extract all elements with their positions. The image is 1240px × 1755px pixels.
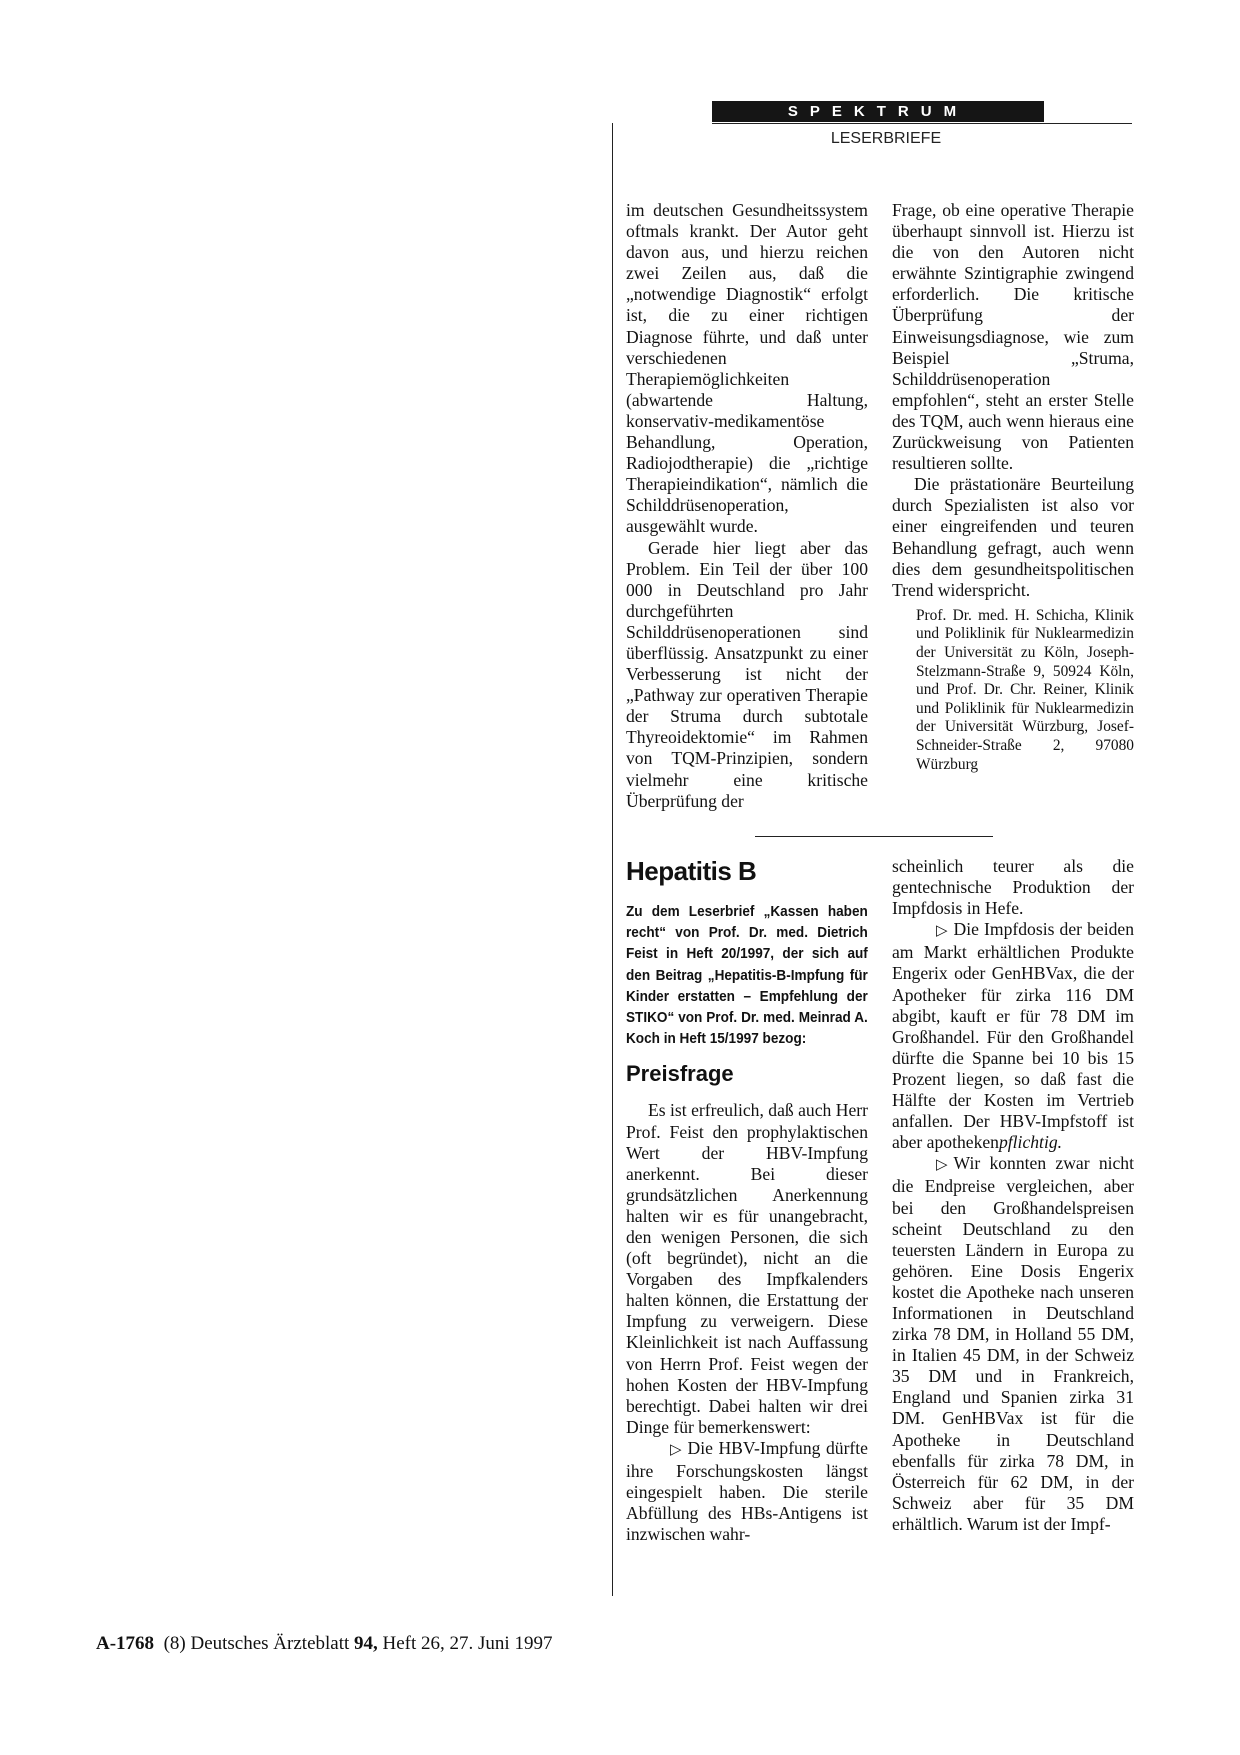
letter2-bullet — [892, 1153, 1134, 1535]
letter1-authors: Prof. Dr. med. H. Schicha, Klinik und Poliklinik für Nuklearmedizin der Universität zu Köln, Joseph-Stelzmann-Straße 9, 50924 Köln, und Prof. Dr. Chr. Reiner, Klinik und Poliklinik für Nuklearmedizin der Universität Würzburg, Josef-Schneider-Straße 2, 97080 Würzburg — [916, 606, 1134, 773]
article-intro: Zu dem Leserbrief „Kassen haben recht“ von Prof. Dr. med. Dietrich Feist in Heft 20/1997, der sich auf den Beitrag „Hepatitis-B-Impfung für Kinder erstatten – Empfehlung der STIKO“ von Prof. Dr. med. Meinrad A. Koch in Heft 15/1997 bezog: — [626, 904, 868, 1048]
letter1-paragraph: Gerade hier liegt aber das Problem. Ein Teil der über 100 000 in Deutschland pro Jahr durchgeführten Schilddrüsenoperationen sind überflüssig. Ansatzpunkt zu einer Verbesserung ist nicht der „Pathway zur operativen Therapie der Struma durch subtotale Thyreoidektomie“ im Rahmen von TQM-Prinzipien, sondern vielmehr eine kritische Überprüfung der — [626, 537, 868, 811]
triangle-bullet-icon: ▷ — [670, 1441, 682, 1458]
page-number: A-1768 — [96, 1633, 155, 1654]
letter1-paragraph: Frage, ob eine operative Therapie überhaupt sinnvoll ist. Hierzu ist die von den Autoren nicht erwähnte Szintigraphie zwingend erforderlich. Die kritische Überprüfung der Einweisungsdiagnose, wie zum Beispiel „Struma, Schilddrüsenoperation empfohlen“, steht an erster Stelle des TQM, auch wenn hieraus eine Zurückweisung von Patienten resultieren sollte. — [892, 200, 1134, 474]
section-banner: SPEKTRUM — [712, 101, 1044, 122]
letter2-bullet — [626, 1438, 868, 1545]
triangle-bullet-icon: ▷ — [936, 923, 948, 940]
letter1-column-left — [626, 200, 868, 812]
letter2-emphasis: pflichtig. — [998, 1132, 1063, 1153]
column-rule — [612, 123, 613, 1596]
article-title: Hepatitis B — [626, 856, 757, 886]
letter2-bullet-text: Wir konnten zwar nicht die Endpreise vergleichen, aber bei den Großhandelspreisen scheint Deutschland zu den teuersten Ländern in Europa zu gehören. Eine Dosis Engerix kostet die Apotheke nach unseren Informationen in Deutschland zirka 78 DM, in Holland 55 DM, in Italien 45 DM, in der Schweiz 35 DM und in Frankreich, England und Spanien zirka 31 DM. GenHBVax ist für die Apotheke in Deutschland ebenfalls für zirka 78 DM, in Österreich für 62 DM, in der Schweiz aber für 35 DM erhältlich. Warum ist der Impf- — [892, 1153, 1134, 1534]
letter1-paragraph: Die prästationäre Beurteilung durch Spezialisten ist also vor einer eingreifenden und teuren Behandlung gefragt, auch wenn dies dem gesundheitspolitischen Trend widerspricht. — [892, 474, 1134, 600]
header-rule — [712, 123, 1132, 124]
issue-details: Heft 26, 27. Juni 1997 — [382, 1633, 553, 1654]
article-subtitle: Preisfrage — [626, 1061, 734, 1087]
letter2-paragraph: Es ist erfreulich, daß auch Herr Prof. Feist den prophylaktischen Wert der HBV-Impfung anerkennt. Bei dieser grundsätzlichen Anerkennung halten wir es für unangebracht, den wenigen Personen, die sich (oft begründet), nicht an die Vorgaben des Impfkalenders halten können, die Erstattung der Impfung zu verweigern. Diese Kleinlichkeit ist nach Auffassung von Herrn Prof. Feist wegen der hohen Kosten der HBV-Impfung berechtigt. Dabei halten wir drei Dinge für bemerkenswert: — [626, 1100, 868, 1437]
letter2-bullet — [892, 919, 1134, 1153]
triangle-bullet-icon: ▷ — [936, 1157, 948, 1174]
letter2-column-left — [626, 856, 868, 1545]
letter2-paragraph: scheinlich teurer als die gentechnische Produktion der Impfdosis in Hefe. — [892, 856, 1134, 919]
letter1-paragraph: im deutschen Gesundheitssystem oftmals krankt. Der Autor geht davon aus, und hierzu reichen zwei Zeilen aus, daß die „notwendige Diagnostik“ erfolgt ist, die zu einer richtigen Diagnose führte, und daß unter verschiedenen Therapiemöglichkeiten (abwartende Haltung, konservativ-medikamentöse Behandlung, Operation, Radiojodtherapie) die „richtige Therapieindikation“, nämlich die Schilddrüsenoperation, ausgewählt wurde. — [626, 200, 868, 537]
letter2-bullet-text: Die Impfdosis der beiden am Markt erhältlichen Produkte Engerix oder GenHBVax, die der Apotheker für zirka 116 DM abgibt, kauft er für 78 DM im Großhandel. Für den Großhandel dürfte die Spanne bei 10 bis 15 Prozent liegen, so daß fast die Hälfte der Kosten im Vertrieb anfallen. Der HBV-Impfstoff ist aber apotheken — [892, 919, 1134, 1153]
page-footer — [96, 1633, 552, 1655]
journal-name: (8) Deutsches Ärzteblatt — [163, 1633, 350, 1654]
section-subtitle: LESERBRIEFE — [830, 130, 942, 147]
letter2-bullet-text: Die HBV-Impfung dürfte ihre Forschungskosten längst eingespielt haben. Die sterile Abfüllung des HBs-Antigens ist inzwischen wahr- — [626, 1437, 868, 1545]
article-divider — [755, 836, 993, 837]
letter2-column-right — [892, 856, 1134, 1535]
journal-volume: 94, — [354, 1633, 378, 1654]
letter1-column-right — [892, 200, 1134, 774]
